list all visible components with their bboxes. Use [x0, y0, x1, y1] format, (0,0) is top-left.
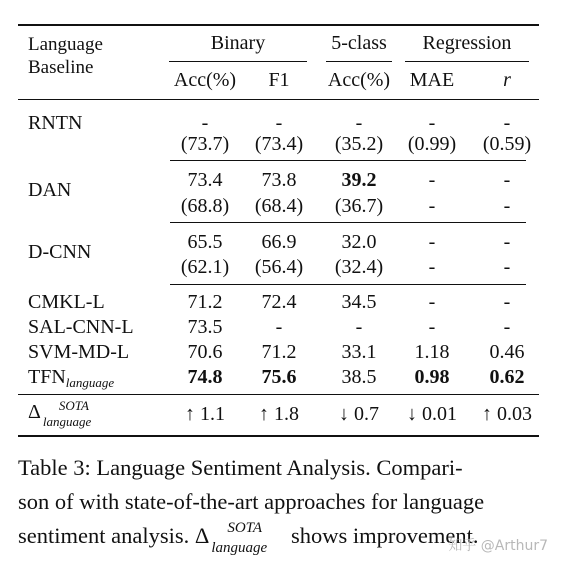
cell-acc-5class: 39.2 — [341, 169, 377, 191]
cell-acc-5class: 34.5 — [341, 291, 377, 313]
cell-acc-binary: 65.5 — [187, 231, 223, 253]
header-group-5class: 5-class — [331, 32, 387, 54]
cell-f1: 72.4 — [261, 291, 297, 313]
header-acc-5class: Acc(%) — [327, 69, 391, 91]
row-label-text: DAN — [28, 179, 72, 201]
cell-mae: - — [428, 169, 436, 191]
bottom-rule — [18, 435, 539, 437]
cell-acc-binary: - — [201, 112, 209, 134]
row-label — [28, 242, 91, 262]
cell-mae: 1.18 — [414, 341, 450, 363]
caption-delta-symbol: Δ — [194, 523, 210, 548]
header-language: Language — [28, 34, 103, 55]
cell-mae: - — [428, 112, 436, 134]
header-acc-binary: Acc(%) — [173, 69, 237, 91]
delta-sub: language — [42, 414, 92, 429]
caption-line-3 — [18, 520, 479, 556]
header-f1: F1 — [268, 69, 290, 91]
cell-acc-5class: 38.5 — [341, 366, 377, 388]
5class-group-rule — [326, 61, 392, 62]
cell-r: - — [503, 316, 511, 338]
cell-mae: 0.98 — [414, 366, 450, 388]
rntn-rule — [170, 160, 526, 161]
row-label-text: TFN — [28, 366, 66, 388]
caption-line-3-before: sentiment analysis. — [18, 523, 190, 548]
caption-delta-sup: SOTA — [227, 520, 263, 536]
cell-acc-binary: 74.8 — [187, 366, 223, 388]
cell-r: - — [503, 291, 511, 313]
row-label-subscript: language — [65, 375, 115, 390]
cell-acc-binary: 70.6 — [187, 341, 223, 363]
cell-f1-reported: (56.4) — [254, 256, 304, 278]
cell-r: - — [503, 169, 511, 191]
cell-f1: - — [275, 112, 283, 134]
cell-r: 0.46 — [489, 341, 525, 363]
cell-mae-reported: - — [428, 195, 436, 217]
row-label-text: RNTN — [28, 112, 83, 134]
top-rule — [18, 24, 539, 26]
header-group-regression: Regression — [422, 32, 512, 54]
cell-acc-5class: - — [355, 316, 363, 338]
delta-acc-5class: ↓ 0.7 — [339, 403, 379, 425]
cell-acc-5class-reported: (36.7) — [334, 195, 384, 217]
dcnn-rule — [170, 284, 526, 285]
header-mae: MAE — [409, 69, 455, 91]
binary-group-rule — [169, 61, 307, 62]
row-label-text: SAL-CNN-L — [28, 316, 134, 338]
regression-group-rule — [405, 61, 529, 62]
row-label — [28, 113, 82, 133]
caption-line-3-after: shows improvement. — [290, 523, 479, 548]
delta-sup: SOTA — [58, 398, 89, 413]
caption-line-2: son of with state-of-the-art approaches for language — [18, 489, 485, 514]
cell-acc-binary: 73.5 — [187, 316, 223, 338]
cell-f1: 73.8 — [261, 169, 297, 191]
cell-r-reported: - — [503, 195, 511, 217]
cell-r: - — [503, 112, 511, 134]
cell-acc-5class: 33.1 — [341, 341, 377, 363]
delta-mae: ↓ 0.01 — [407, 403, 457, 425]
delta-rule — [18, 394, 539, 395]
row-label — [28, 367, 114, 393]
dan-rule — [170, 222, 526, 223]
header-baseline: Baseline — [28, 57, 94, 78]
cell-f1-reported: (68.4) — [254, 195, 304, 217]
cell-f1-reported: (73.4) — [254, 133, 304, 155]
cell-acc-binary: 73.4 — [187, 169, 223, 191]
cell-mae-reported: - — [428, 256, 436, 278]
row-label — [28, 292, 105, 312]
cell-r: - — [503, 231, 511, 253]
caption-line-1: Table 3: Language Sentiment Analysis. Compari- — [18, 455, 463, 480]
delta-r: ↑ 0.03 — [482, 403, 532, 425]
cell-acc-5class-reported: (32.4) — [334, 256, 384, 278]
header-group-binary: Binary — [210, 32, 266, 54]
cell-r-reported: - — [503, 256, 511, 278]
cell-acc-binary: 71.2 — [187, 291, 223, 313]
cell-mae: - — [428, 316, 436, 338]
row-label — [28, 180, 71, 200]
cell-acc-binary-reported: (62.1) — [180, 256, 230, 278]
cell-mae: - — [428, 291, 436, 313]
row-label — [28, 342, 129, 362]
row-label-text: D-CNN — [28, 241, 92, 263]
cell-acc-5class: - — [355, 112, 363, 134]
cell-r: 0.62 — [489, 366, 525, 388]
row-label-text: CMKL-L — [28, 291, 105, 313]
row-label — [28, 317, 134, 337]
cell-mae: - — [428, 231, 436, 253]
cell-f1: 75.6 — [261, 366, 297, 388]
row-label-text: SVM-MD-L — [28, 341, 130, 363]
cell-mae-reported: (0.99) — [407, 133, 457, 155]
cell-f1: 71.2 — [261, 341, 297, 363]
cell-acc-5class: 32.0 — [341, 231, 377, 253]
cell-f1: 66.9 — [261, 231, 297, 253]
delta-symbol: Δ — [28, 401, 41, 423]
header-rule — [18, 99, 539, 100]
cell-acc-binary-reported: (73.7) — [180, 133, 230, 155]
delta-f1: ↑ 1.8 — [259, 403, 299, 425]
delta-label — [28, 398, 111, 429]
header-r: r — [503, 69, 511, 91]
delta-acc-binary: ↑ 1.1 — [185, 403, 225, 425]
cell-acc-binary-reported: (68.8) — [180, 195, 230, 217]
watermark: 知乎 @Arthur7 — [448, 538, 548, 554]
cell-r-reported: (0.59) — [482, 133, 532, 155]
cell-f1: - — [275, 316, 283, 338]
caption-delta-sub: language — [211, 540, 268, 556]
cell-acc-5class-reported: (35.2) — [334, 133, 384, 155]
